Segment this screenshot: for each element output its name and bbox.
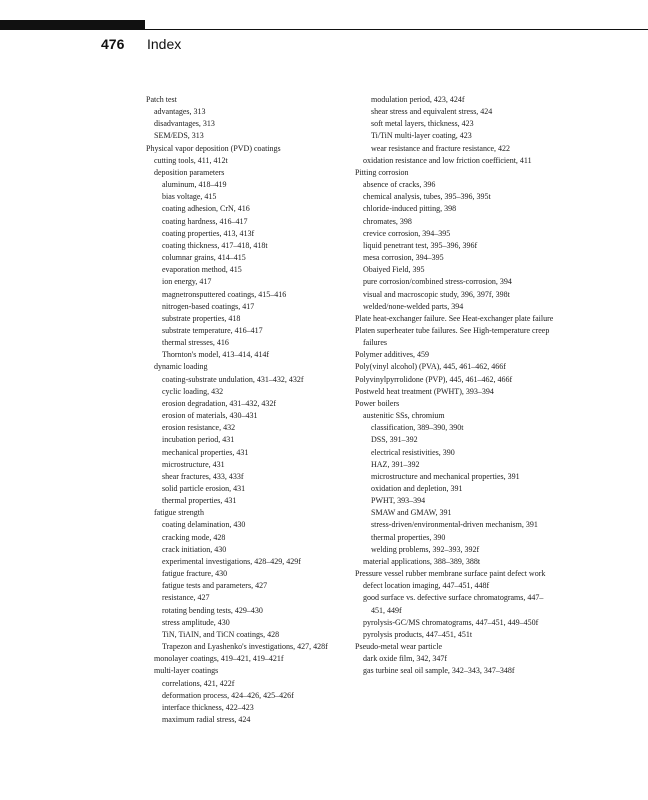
- index-subentry: cracking mode, 428: [162, 532, 226, 542]
- index-subentry: cutting tools, 411, 412t: [154, 155, 228, 165]
- index-subentry: magnetronsputtered coatings, 415–416: [162, 289, 287, 299]
- index-subentry: substrate temperature, 416–417: [162, 325, 263, 335]
- index-subentry: mechanical properties, 431: [162, 447, 249, 457]
- index-subentry: microstructure and mechanical properties, 391: [371, 471, 520, 481]
- index-subentry: crevice corrosion, 394–395: [363, 228, 451, 238]
- index-subentry: aluminum, 418–419: [162, 180, 227, 190]
- index-subentry: deposition parameters: [154, 167, 225, 177]
- index-subentry: coating thickness, 417–418, 418t: [162, 240, 268, 250]
- index-subentry: material applications, 388–389, 388t: [363, 556, 481, 566]
- index-subentry: shear fractures, 433, 433f: [162, 471, 244, 481]
- index-subentry: ion energy, 417: [162, 277, 212, 287]
- index-heading: Poly(vinyl alcohol) (PVA), 445, 461–462, 466f: [355, 362, 506, 372]
- index-subentry: erosion resistance, 432: [162, 423, 236, 433]
- index-heading: Polyvinylpyrrolidone (PVP), 445, 461–462, 466f: [355, 374, 513, 384]
- index-subentry: substrate properties, 418: [162, 313, 241, 323]
- index-subentry: chromates, 398: [363, 216, 412, 226]
- index-subentry: TiN, TiAlN, and TiCN coatings, 428: [162, 629, 280, 639]
- index-subentry: good surface vs. defective surface chromatograms, 447–451, 449f: [363, 593, 544, 615]
- index-subentry: HAZ, 391–392: [371, 459, 420, 469]
- index-subentry: maximum radial stress, 424: [162, 714, 251, 724]
- index-subentry: classification, 389–390, 390t: [371, 423, 464, 433]
- index-heading: Polymer additives, 459: [355, 350, 429, 360]
- index-subentry: stress-driven/environmental-driven mechanism, 391: [371, 520, 538, 530]
- index-subentry: wear resistance and fracture resistance, 422: [371, 143, 511, 153]
- index-subentry: coating-substrate undulation, 431–432, 432f: [162, 374, 304, 384]
- index-heading: Pseudo-metal wear particle: [355, 642, 443, 652]
- index-subentry: thermal properties, 390: [371, 532, 446, 542]
- index-subentry: Thornton's model, 413–414, 414f: [162, 350, 269, 360]
- index-subentry: visual and macroscopic study, 396, 397f, 398t: [363, 289, 510, 299]
- index-subentry: fatigue tests and parameters, 427: [162, 581, 268, 591]
- index-subentry: experimental investigations, 428–429, 429f: [162, 556, 301, 566]
- page-number: 476: [101, 36, 125, 52]
- index-subentry: microstructure, 431: [162, 459, 225, 469]
- index-subentry: gas turbine seal oil sample, 342–343, 347–348f: [363, 666, 515, 676]
- index-subentry: coating delamination, 430: [162, 520, 246, 530]
- index-subentry: erosion degradation, 431–432, 432f: [162, 398, 276, 408]
- index-subentry: multi-layer coatings: [154, 666, 219, 676]
- index-subentry: disadvantages, 313: [154, 119, 215, 129]
- index-subentry: defect location imaging, 447–451, 448f: [363, 581, 490, 591]
- index-subentry: soft metal layers, thickness, 423: [371, 119, 474, 129]
- index-subentry: Obaiyed Field, 395: [363, 265, 425, 275]
- index-subentry: dark oxide film, 342, 347f: [363, 654, 447, 664]
- index-subentry: chloride-induced pitting, 398: [363, 204, 457, 214]
- index-subentry: shear stress and equivalent stress, 424: [371, 107, 493, 117]
- index-subentry: advantages, 313: [154, 107, 206, 117]
- index-subentry: welded/none-welded parts, 394: [363, 301, 464, 311]
- index-subentry: pyrolysis products, 447–451, 451t: [363, 629, 473, 639]
- index-subentry: deformation process, 424–426, 425–426f: [162, 690, 294, 700]
- index-subentry: Trapezon and Lyashenko's investigations, 427, 428f: [162, 642, 328, 652]
- index-subentry: austenitic SSs, chromium: [363, 411, 445, 421]
- index-heading: Plate heat-exchanger failure. See Heat-exchanger plate failure: [355, 313, 554, 323]
- index-subentry: pyrolysis-GC/MS chromatograms, 447–451, 449–450f: [363, 617, 539, 627]
- header-rule: [0, 29, 648, 30]
- index-subentry: nitrogen-based coatings, 417: [162, 301, 255, 311]
- index-subentry: SMAW and GMAW, 391: [371, 508, 452, 518]
- index-subentry: oxidation resistance and low friction coefficient, 411: [363, 155, 532, 165]
- index-subentry: modulation period, 423, 424f: [371, 95, 465, 104]
- index-subentry: PWHT, 393–394: [371, 496, 426, 506]
- index-subentry: thermal properties, 431: [162, 496, 237, 506]
- index-subentry: incubation period, 431: [162, 435, 235, 445]
- index-subentry: fatigue strength: [154, 508, 204, 518]
- index-column-right: [355, 94, 555, 678]
- index-subentry: pure corrosion/combined stress-corrosion, 394: [363, 277, 512, 287]
- index-subentry: DSS, 391–392: [371, 435, 418, 445]
- running-head-title: Index: [147, 36, 182, 52]
- index-subentry: resistance, 427: [162, 593, 210, 603]
- index-subentry: Ti/TiN multi-layer coating, 423: [371, 131, 472, 141]
- index-subentry: rotating bending tests, 429–430: [162, 605, 263, 615]
- index-subentry: thermal stresses, 416: [162, 338, 229, 348]
- index-subentry: liquid penetrant test, 395–396, 396f: [363, 240, 478, 250]
- index-heading: Postweld heat treatment (PWHT), 393–394: [355, 386, 494, 396]
- index-heading: Patch test: [146, 95, 177, 104]
- index-subentry: cyclic loading, 432: [162, 386, 224, 396]
- index-heading: Physical vapor deposition (PVD) coatings: [146, 143, 281, 153]
- index-subentry: evaporation method, 415: [162, 265, 242, 275]
- index-subentry: stress amplitude, 430: [162, 617, 230, 627]
- index-subentry: fatigue fracture, 430: [162, 569, 228, 579]
- index-subentry: coating hardness, 416–417: [162, 216, 248, 226]
- index-subentry: mesa corrosion, 394–395: [363, 253, 444, 263]
- index-subentry: crack initiation, 430: [162, 544, 227, 554]
- index-heading: Platen superheater tube failures. See High-temperature creep failures: [355, 325, 550, 348]
- index-subentry: solid particle erosion, 431: [162, 484, 246, 493]
- index-subentry: welding problems, 392–393, 392f: [371, 544, 480, 554]
- index-subentry: columnar grains, 414–415: [162, 253, 246, 263]
- index-subentry: coating properties, 413, 413f: [162, 228, 255, 238]
- index-subentry: monolayer coatings, 419–421, 419–421f: [154, 654, 284, 664]
- index-heading: Power boilers: [355, 398, 400, 408]
- index-subentry: electrical resistivities, 390: [371, 447, 455, 457]
- index-subentry: bias voltage, 415: [162, 192, 217, 202]
- index-subentry: dynamic loading: [154, 362, 208, 372]
- index-column-left: [146, 94, 346, 726]
- index-subentry: interface thickness, 422–423: [162, 702, 254, 712]
- index-subentry: chemical analysis, tubes, 395–396, 395t: [363, 192, 491, 202]
- index-subentry: erosion of materials, 430–431: [162, 411, 258, 421]
- index-subentry: oxidation and depletion, 391: [371, 484, 463, 493]
- index-heading: Pressure vessel rubber membrane surface paint defect work: [355, 569, 546, 579]
- index-heading: Pitting corrosion: [355, 167, 409, 177]
- index-subentry: correlations, 421, 422f: [162, 678, 235, 688]
- index-subentry: coating adhesion, CrN, 416: [162, 204, 250, 214]
- index-subentry: SEM/EDS, 313: [154, 131, 204, 141]
- index-subentry: absence of cracks, 396: [363, 180, 436, 190]
